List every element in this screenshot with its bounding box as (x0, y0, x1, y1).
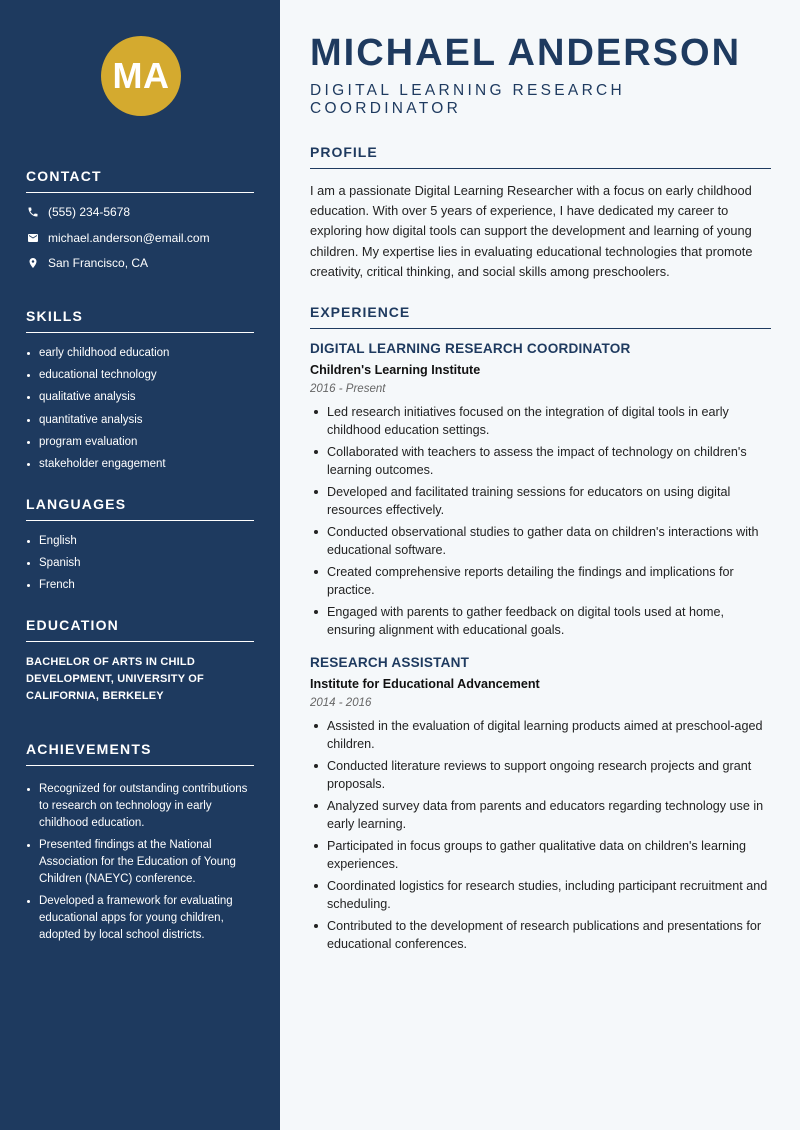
job-bullet: Analyzed survey data from parents and educators regarding technology use in early learning. (310, 797, 771, 833)
job-bullet: Assisted in the evaluation of digital learning products aimed at preschool-aged children. (310, 717, 771, 753)
contact-email-text: michael.anderson@email.com (48, 230, 210, 245)
job-entry (310, 341, 771, 639)
profile-title: PROFILE (310, 144, 771, 169)
job-bullet: Created comprehensive reports detailing the findings and implications for practice. (310, 563, 771, 599)
skills-list (26, 345, 254, 472)
job-dates: 2016 - Present (310, 383, 386, 396)
candidate-name: MICHAEL ANDERSON (310, 32, 742, 74)
education-degree: BACHELOR OF ARTS IN CHILD DEVELOPMENT, UNIVERSITY OF CALIFORNIA, BERKELEY (26, 656, 204, 703)
experience-title: EXPERIENCE (310, 304, 771, 329)
skills-section (26, 308, 254, 472)
education-section (26, 617, 254, 705)
job-bullet: Collaborated with teachers to assess the impact of technology on children's learning outcomes. (310, 443, 771, 479)
avatar-initials: MA (112, 55, 170, 96)
achievements-title: ACHIEVEMENTS (26, 741, 254, 766)
job-title: RESEARCH ASSISTANT (310, 655, 470, 671)
sidebar (0, 0, 280, 1130)
skill-item: stakeholder engagement (26, 456, 254, 472)
contact-title: CONTACT (26, 168, 254, 193)
job-bullet: Conducted observational studies to gather data on children's interactions with educational software. (310, 523, 771, 559)
skills-title: SKILLS (26, 308, 254, 333)
skill-item: educational technology (26, 367, 254, 383)
skill-item: qualitative analysis (26, 389, 254, 405)
contact-location-text: San Francisco, CA (48, 256, 149, 270)
job-organization: Children's Learning Institute (310, 363, 481, 378)
job-bullets (310, 403, 771, 639)
skill-item: early childhood education (26, 345, 254, 361)
achievements-list (26, 781, 254, 944)
job-dates: 2014 - 2016 (310, 697, 372, 710)
profile-text: I am a passionate Digital Learning Researcher with a focus on early childhood education. With over 5 years of experience, I have dedicated my career to exploring how digital tools can support the development and learning of young children. My expertise lies in evaluating educational technologies that promote creativity, critical thinking, and social skills among preschoolers. (310, 183, 753, 279)
language-item: Spanish (26, 555, 254, 571)
job-bullet: Participated in focus groups to gather qualitative data on children's learning experiences. (310, 837, 771, 873)
main-content (280, 0, 800, 1130)
candidate-role: DIGITAL LEARNING RESEARCH COORDINATOR (310, 82, 626, 117)
achievements-section (26, 741, 254, 944)
contact-phone-text: (555) 234-5678 (48, 205, 131, 219)
languages-title: LANGUAGES (26, 496, 254, 521)
job-bullet: Coordinated logistics for research studies, including participant recruitment and scheduling. (310, 877, 771, 913)
skill-item: program evaluation (26, 434, 254, 450)
job-entry (310, 655, 771, 953)
job-title: DIGITAL LEARNING RESEARCH COORDINATOR (310, 341, 631, 357)
job-bullet: Engaged with parents to gather feedback on digital tools used at home, ensuring alignment with educational goals. (310, 603, 771, 639)
language-item: French (26, 577, 254, 593)
achievement-item: Recognized for outstanding contributions to research on technology in early childhood education. (26, 781, 254, 832)
languages-list (26, 533, 254, 593)
job-bullet: Led research initiatives focused on the integration of digital tools in early childhood education settings. (310, 403, 771, 439)
contact-phone (26, 205, 254, 219)
job-bullets (310, 717, 771, 953)
skill-item: quantitative analysis (26, 412, 254, 428)
achievement-item: Presented findings at the National Association for the Education of Young Children (NAEYC) conference. (26, 837, 254, 888)
location-pin-icon (26, 256, 40, 270)
experience-section (310, 304, 771, 953)
phone-icon (26, 205, 40, 219)
job-organization: Institute for Educational Advancement (310, 677, 540, 692)
job-bullet: Contributed to the development of research publications and presentations for educational conferences. (310, 917, 771, 953)
achievement-item: Developed a framework for evaluating educational apps for young children, adopted by local school districts. (26, 893, 254, 944)
avatar (101, 36, 181, 116)
profile-section (310, 144, 771, 282)
email-icon (26, 231, 40, 245)
job-bullet: Developed and facilitated training sessions for educators on using digital resources effectively. (310, 483, 771, 519)
job-bullet: Conducted literature reviews to support ongoing research projects and grant proposals. (310, 757, 771, 793)
education-title: EDUCATION (26, 617, 254, 642)
contact-email (26, 231, 254, 245)
languages-section (26, 496, 254, 593)
language-item: English (26, 533, 254, 549)
contact-location (26, 256, 254, 270)
contact-section (26, 168, 254, 270)
